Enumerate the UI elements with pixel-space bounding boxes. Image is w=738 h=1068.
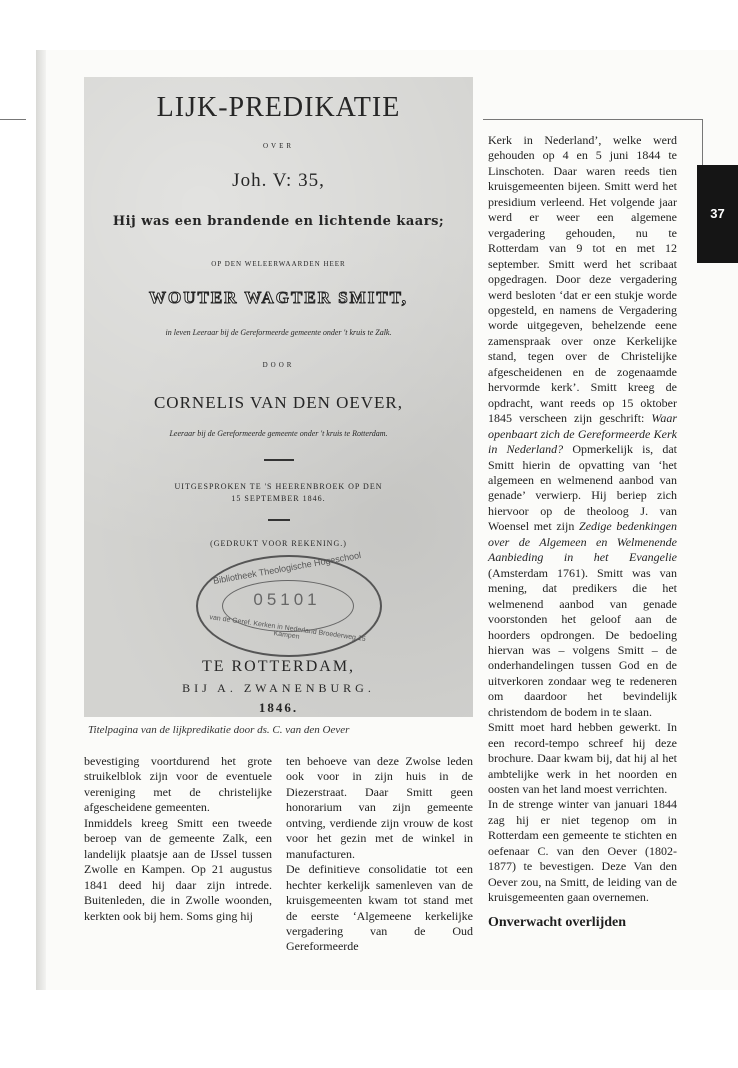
photo-caption: Titelpagina van de lijkpredikatie door ds. C. van den Oever	[88, 724, 350, 736]
text-run: (Amsterdam 1761). Smitt was van mening, dat predikers die het welmenend aanbod van genade voorstonden het geloof aan de hoorders opdrongen. De bedoeling hiervan was – volgens Smitt – de onderhandelingen tussen God en de uitverkoren zondaar weg te redeneren om daardoor het bevindelijk christendom de bodem in te slaan.	[488, 565, 677, 719]
paragraph	[488, 133, 677, 720]
photo-city: TE ROTTERDAM,	[201, 658, 356, 675]
photo-verse: Joh. V: 35,	[232, 170, 325, 191]
paragraph: bevestiging voortdurend het grote struikelblok zijn voor de eventuele vereniging met de christelijke afgescheidene gemeenten.	[84, 754, 272, 815]
text-column-3	[488, 133, 677, 906]
photo-year: 1846.	[258, 700, 299, 715]
book-title: Waar openbaart zich de Gereformeerde Kerk in Nederland?	[488, 411, 677, 457]
photo-author-desc: Leeraar bij de Gereformeerde gemeente onder 't kruis te Rotterdam.	[169, 429, 388, 438]
paragraph: ten behoeve van deze Zwolse leden ook voor in zijn huis in de Diezerstraat. Daar Smitt geen honorarium van zijn gemeente ontving, verdiende zijn vrouw de kost voor het gezin met de winkel in manufacturen.	[286, 754, 473, 861]
text-run: Kerk in Nederland’, welke werd gehouden op 4 en 5 juni 1844 te Linschoten. Daar waren reeds tien kruisgemeenten bijeen. Smitt werd het presidium verleend. Het volgende jaar werd er weer een algemene vergadering gehouden, nu te Rotterdam van 9 tot en met 12 september. Smitt werd het scribaat opgedragen. Door deze vergadering werd besloten ‘dat er een stukje worde opgesteld, en namens de Vergadering worde uitgegeven, behelzende eene zamenspraak over onze Kerkelijke stand, tegen over de Christelijke afgescheidenen en de zogenaamde hervormde kerk’. Smitt kreeg de opdracht, want reeds op 15 oktober 1845 verscheen zijn geschrift:	[488, 133, 677, 426]
paragraph: In de strenge winter van januari 1844 zag hij er niet tegenop om in Rotterdam een gemeente te stichten en oefenaar C. van den Oever (1802-1877) te bevestigen. Deze Van den Oever zou, na Smitt, de leiding van de kruisgemeenten gaan overnemen.	[488, 797, 677, 905]
photo-door: DOOR	[262, 361, 295, 369]
photo-held-line1: UITGESPROKEN TE 'S HEERENBROEK OP DEN	[174, 482, 383, 491]
text-run: Opmerkelijk is, dat Smitt hierin de opvatting van ‘het algemeen en welmenend aanbod van genade’ verwierp. Hij beriep zich hiervoor op de theoloog J. van Woensel met zijn	[488, 442, 677, 534]
photo-over: OVER	[262, 142, 295, 150]
top-rule	[483, 119, 702, 120]
text-column-1	[84, 754, 272, 924]
photo-publisher: BIJ A. ZWANENBURG.	[182, 681, 375, 695]
photo-quote: Hij was een brandende en lichtende kaars;	[112, 214, 445, 229]
photo-dedication: OP DEN WELEERWAARDEN HEER	[211, 260, 346, 268]
book-title: Zedige bedenkingen over de Algemeen en Welmenende Aanbieding in het Evangelie	[488, 519, 677, 565]
photo-divider	[264, 459, 294, 461]
paragraph: De definitieve consolidatie tot een hechter kerkelijk samenleven van de kruisgemeenten kwam tot stand met de eerste ‘Algemeene kerkelijke vergadering van de Oud Gereformeerde	[286, 862, 473, 954]
photo-printed: (GEDRUKT VOOR REKENING.)	[210, 539, 347, 548]
title-page-photo	[84, 77, 473, 717]
photo-honoree: WOUTER WAGTER SMITT,	[149, 288, 408, 307]
stamp-text: Bibliotheek Theologische Hogeschool	[212, 550, 362, 586]
page-spine	[36, 50, 46, 990]
photo-held	[84, 481, 473, 505]
section-heading: Onverwacht overlijden	[488, 915, 627, 930]
photo-author: CORNELIS VAN DEN OEVER,	[153, 393, 404, 412]
paragraph: Smitt moet hard hebben gewerkt. In een record-tempo schreef hij deze brochure. Daar kwam bij, dat hij al het ambtelijke werk in het noorden en oosten van het land moest verrichten.	[488, 720, 677, 797]
text-column-2	[286, 754, 473, 955]
stamp-bottom-text: van de Geref. Kerken in Nederland Broederweg 15 Kampen	[208, 614, 367, 643]
page-number: 37	[710, 206, 725, 221]
left-rule	[0, 119, 26, 120]
photo-title: LIJK-PREDIKATIE	[156, 92, 401, 123]
photo-held-line2: 15 SEPTEMBER 1846.	[231, 494, 326, 503]
stamp-number: 05101	[253, 590, 321, 609]
paragraph: Inmiddels kreeg Smitt een tweede beroep van de gemeente Zalk, een landelijk plaatsje aan de IJssel tussen Zwolle en Kampen. Op 21 augustus 1841 deed hij daar zijn intrede. Buitenleden, die in Zwolle woonden, kerkten ook bij hem. Soms ging hij	[84, 815, 272, 923]
photo-divider	[268, 519, 290, 521]
photo-honoree-desc: in leven Leeraar bij de Gereformeerde gemeente onder 't kruis te Zalk.	[165, 328, 392, 337]
